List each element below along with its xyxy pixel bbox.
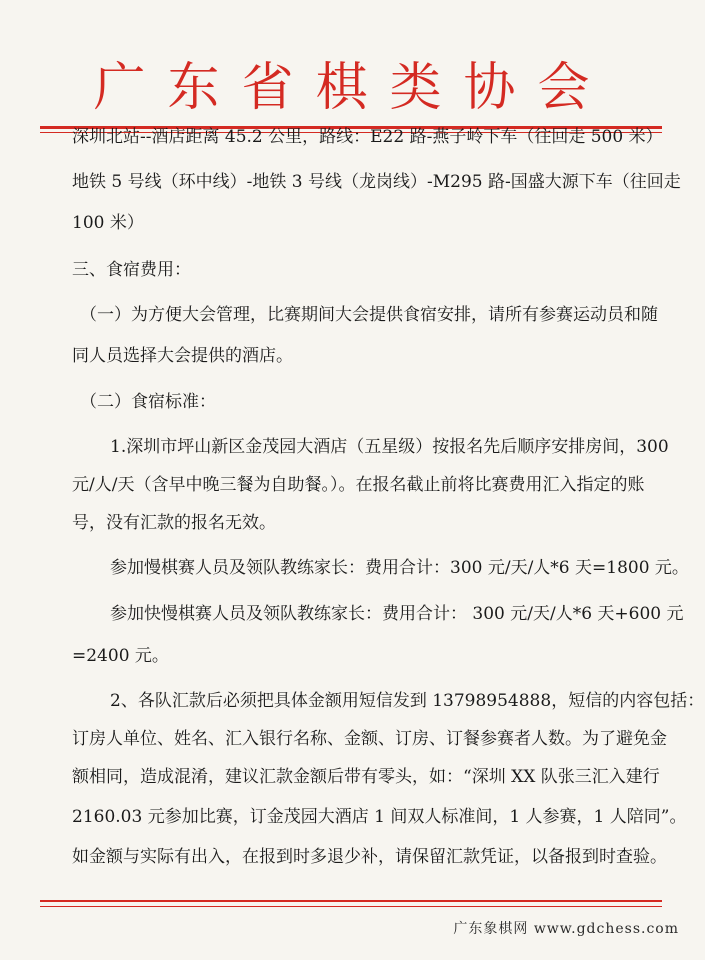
remit-line-1: 2、各队汇款后必须把具体金额用短信发到 13798954888，短信的内容包括： <box>110 691 705 711</box>
site-watermark: 广东象棋网 www.gdchess.com <box>453 921 679 937</box>
paragraph-1-line-2: 同人员选择大会提供的酒店。 <box>72 346 293 366</box>
hotel-line-1: 1.深圳市坪山新区金茂园大酒店（五星级）按报名先后顺序安排房间，300 <box>110 437 669 457</box>
section-heading: 三、食宿费用： <box>72 260 191 280</box>
fee-slow-line: 参加慢棋赛人员及领队教练家长：费用合计：300 元/天/人*6 天=1800 元。 <box>110 558 689 578</box>
remit-line-3: 额相同，造成混淆，建议汇款金额后带有零头，如：“深圳 XX 队张三汇入建行 <box>72 767 660 787</box>
footer-rule-thin <box>40 906 662 907</box>
footer-rule-thick <box>40 900 662 902</box>
remit-line-2: 订房人单位、姓名、汇入银行名称、金额、订房、订餐参赛者人数。为了避免金 <box>72 729 667 749</box>
remit-line-5: 如金额与实际有出入，在报到时多退少补，请保留汇款凭证，以备报到时查验。 <box>72 847 667 867</box>
hotel-line-2: 元/人/天（含早中晚三餐为自助餐。）。在报名截止前将比赛费用汇入指定的账 <box>72 475 645 495</box>
paragraph-1-line-1: （一）为方便大会管理，比赛期间大会提供食宿安排，请所有参赛运动员和随 <box>80 305 658 325</box>
subheading-standard: （二）食宿标准： <box>80 392 216 412</box>
letterhead-title: 广东省棋类协会 <box>93 58 612 118</box>
remit-line-4: 2160.03 元参加比赛，订金茂园大酒店 1 间双人标准间，1 人参赛，1 人陪同”。 <box>72 807 687 827</box>
route-line-1: 深圳北站--酒店距离 45.2 公里，路线：E22 路-燕子岭下车（往回走 500 米） <box>72 127 663 147</box>
route-line-2: 地铁 5 号线（环中线）-地铁 3 号线（龙岗线）-M295 路-国盛大源下车（往回走 <box>72 172 681 192</box>
route-line-3: 100 米） <box>72 213 144 233</box>
fee-fast-line-1: 参加快慢棋赛人员及领队教练家长：费用合计： 300 元/天/人*6 天+600 元 <box>110 604 684 624</box>
fee-fast-line-2: =2400 元。 <box>72 646 169 666</box>
hotel-line-3: 号，没有汇款的报名无效。 <box>72 513 276 533</box>
